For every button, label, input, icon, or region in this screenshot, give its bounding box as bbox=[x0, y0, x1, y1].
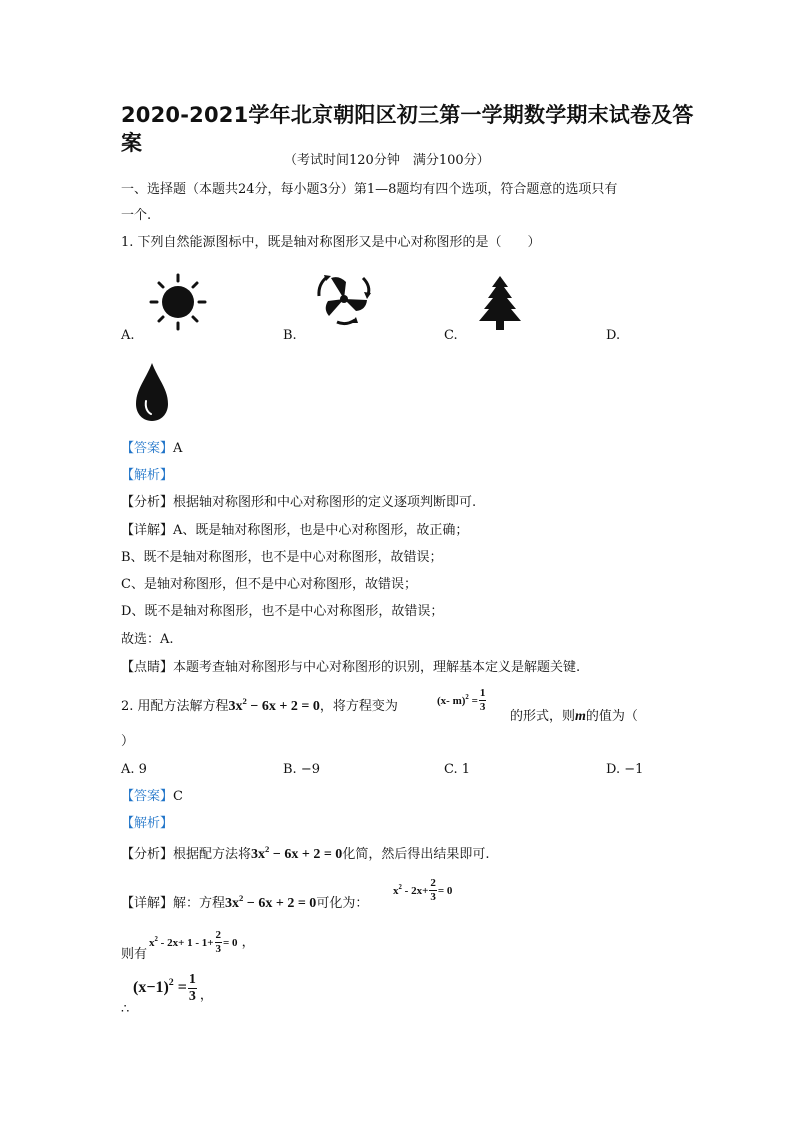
q2-eq-sup: 2 bbox=[242, 695, 247, 706]
q2-xiangjie-line bbox=[121, 892, 369, 913]
q2-option-b: B. −9 bbox=[283, 762, 320, 777]
q2-step2-a: x bbox=[149, 936, 155, 949]
q2-step1-den: 3 bbox=[430, 891, 436, 903]
q2-form-sup: 2 bbox=[465, 693, 469, 701]
q2-step1-c: = 0 bbox=[437, 884, 453, 897]
q2-step3-sup: 2 bbox=[168, 977, 174, 989]
answer-line-1 bbox=[121, 440, 182, 458]
dianjing-line bbox=[121, 659, 580, 677]
tree-icon bbox=[475, 274, 525, 332]
section-heading: 一、选择题（本题共24分，每小题3分）第1—8题均有四个选项，符合题意的选项只有 bbox=[121, 182, 618, 197]
q2-option-d: D. −1 bbox=[606, 762, 644, 777]
q2-stem-text-c: 的形式，则 bbox=[510, 709, 576, 724]
q2-form-eq: = bbox=[468, 694, 478, 707]
q2-form-fraction bbox=[479, 688, 487, 713]
q2-step2-fraction bbox=[215, 930, 223, 955]
q2-answer-line bbox=[121, 788, 183, 806]
detail-line-d: D、既不是轴对称图形，也不是中心对称图形，故错误； bbox=[121, 604, 444, 619]
q2-step2-b: - 2x+ 1 - 1+ bbox=[157, 936, 214, 949]
detail-line-c: C、是轴对称图形，但不是中心对称图形，故错误； bbox=[121, 577, 417, 592]
answer-tag: 【答案】 bbox=[121, 441, 174, 456]
q2-eq-b: − 6x + 2 = 0 bbox=[246, 699, 320, 714]
dianjing-tag: 【点睛】 bbox=[121, 660, 174, 675]
q2-target-form bbox=[437, 688, 487, 713]
q2-step1-lhs bbox=[393, 885, 428, 897]
q2-step1-num: 2 bbox=[430, 877, 436, 889]
q2-step2-c: = 0 bbox=[223, 936, 238, 949]
q2-option-c: C. 1 bbox=[444, 762, 471, 777]
option-c-label: C. bbox=[444, 328, 458, 343]
option-d-label: D. bbox=[606, 328, 621, 343]
q2-step2-lhs bbox=[149, 937, 214, 949]
option-b-label: B. bbox=[283, 328, 297, 343]
q2-fenxi-text-b: 化简，然后得出结果即可. bbox=[342, 847, 490, 862]
q2-eq-a: 3x bbox=[228, 699, 243, 714]
q2-fenxi-eq-b: − 6x + 2 = 0 bbox=[269, 847, 343, 862]
dianjing-text: 本题考查轴对称图形与中心对称图形的识别，理解基本定义是解题关键. bbox=[173, 660, 581, 675]
q2-answer-value: C bbox=[173, 789, 183, 804]
q2-xiangjie-text-b: 可化为： bbox=[316, 896, 369, 911]
choose-line: 故选：A. bbox=[121, 632, 174, 647]
q2-xj-eq-b: − 6x + 2 = 0 bbox=[243, 896, 317, 911]
option-a-label: A. bbox=[121, 328, 135, 343]
q2-fenxi-eq-a: 3x bbox=[251, 847, 266, 862]
q2-fenxi-equation bbox=[251, 843, 343, 864]
q2-form-num: 1 bbox=[479, 687, 486, 699]
q2-step3-den: 3 bbox=[188, 988, 196, 1004]
q2-step3-comma: ， bbox=[199, 988, 213, 1003]
water-drop-icon bbox=[132, 361, 172, 423]
q2-step-1 bbox=[393, 878, 452, 903]
detail-line-b: B、既不是轴对称图形，也不是中心对称图形，故错误； bbox=[121, 550, 443, 565]
q2-step2-sup: 2 bbox=[154, 935, 158, 943]
exam-subtitle: （考试时间120分钟 满分100分） bbox=[284, 153, 490, 168]
q2-xiangjie-equation bbox=[225, 892, 317, 913]
q2-step2-comma: ， bbox=[241, 934, 255, 950]
q2-fenxi-eq-sup: 2 bbox=[265, 843, 270, 854]
xiangjie-tag: 【详解】 bbox=[121, 523, 174, 538]
q2-step1-b: - 2x+ bbox=[401, 884, 429, 897]
q2-step3-b: = bbox=[173, 979, 187, 996]
q2-variable-m: m bbox=[575, 709, 586, 724]
xiangjie-text: A、既是轴对称图形，也是中心对称图形，故正确； bbox=[173, 523, 469, 538]
fenxi-text: 根据轴对称图形和中心对称图形的定义逐项判断即可. bbox=[173, 495, 477, 510]
q2-step3-fraction bbox=[188, 973, 197, 1004]
q2-form-lhs bbox=[437, 695, 478, 707]
q2-step-2 bbox=[149, 930, 255, 955]
q2-stem-text-b: ，将方程变为 bbox=[319, 699, 398, 714]
q2-xiangjie-text-a: 解：方程 bbox=[173, 896, 226, 911]
q2-xiangjie-tag: 【详解】 bbox=[121, 896, 174, 911]
q2-option-a: A. 9 bbox=[121, 762, 147, 777]
q2-equation bbox=[228, 695, 320, 716]
q2-step3-num: 1 bbox=[188, 971, 196, 987]
q2-stem-text-a: 2. 用配方法解方程 bbox=[121, 699, 229, 714]
q2-answer-tag: 【答案】 bbox=[121, 789, 174, 804]
question-2-stem-continued bbox=[510, 708, 638, 726]
q2-stem-text-d: 的值为（ bbox=[585, 709, 638, 724]
q2-step1-fraction bbox=[429, 878, 437, 903]
page-title-continued: 案 bbox=[121, 131, 143, 155]
q2-analysis-tag: 【解析】 bbox=[121, 816, 174, 831]
q2-form-lhs-text: (x- m) bbox=[437, 694, 466, 707]
wind-turbine-icon bbox=[313, 270, 375, 328]
q2-fenxi-line bbox=[121, 843, 490, 864]
q2-step2-num: 2 bbox=[215, 929, 222, 941]
q2-xj-eq-a: 3x bbox=[225, 896, 240, 911]
q2-fenxi-text-a: 根据配方法将 bbox=[173, 847, 252, 862]
analysis-tag: 【解析】 bbox=[121, 468, 174, 483]
answer-value: A bbox=[173, 441, 183, 456]
q2-step3-a: (x−1) bbox=[133, 979, 169, 996]
page-title: 2020-2021学年北京朝阳区初三第一学期数学期末试卷及答 bbox=[121, 103, 694, 127]
q2-stem-close: ） bbox=[121, 734, 135, 749]
section-heading-continued: 一个. bbox=[121, 208, 152, 223]
analysis-fenxi bbox=[121, 494, 476, 512]
q2-form-den: 3 bbox=[479, 701, 486, 713]
analysis-xiangjie bbox=[121, 522, 468, 540]
therefore-symbol: ∴ bbox=[121, 1002, 130, 1017]
q2-step2-den: 3 bbox=[215, 943, 222, 955]
fenxi-tag: 【分析】 bbox=[121, 495, 174, 510]
q2-zeyou: 则有 bbox=[121, 947, 148, 962]
q2-step3-lhs bbox=[133, 979, 187, 997]
question-1-stem: 1. 下列自然能源图标中，既是轴对称图形又是中心对称图形的是（ ） bbox=[121, 235, 541, 250]
sun-icon bbox=[148, 272, 208, 332]
q2-xj-eq-sup: 2 bbox=[239, 892, 244, 903]
q2-step1-sup: 2 bbox=[398, 883, 402, 891]
q2-step1-a: x bbox=[393, 884, 399, 897]
q2-fenxi-tag: 【分析】 bbox=[121, 847, 174, 862]
q2-step-3 bbox=[133, 971, 213, 1005]
question-2-stem bbox=[121, 695, 398, 716]
